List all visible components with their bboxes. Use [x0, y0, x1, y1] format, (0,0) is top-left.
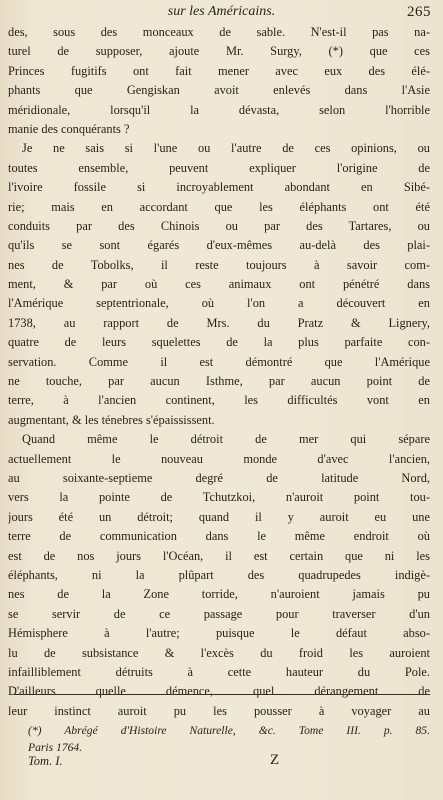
text-line: ment, & par où ces animaux ont pénétré dans [8, 277, 430, 292]
running-head: sur les Américains. [167, 4, 276, 19]
text-line: Je ne sais si l'une ou l'autre de ces opinions, ou [22, 141, 430, 156]
text-line: manie des conquérants ? [8, 121, 130, 136]
text-line: est de nos jours l'Océan, il est certain que ni les [8, 548, 430, 563]
text-line: toutes ensemble, peuvent expliquer l'origine de [8, 160, 430, 175]
text-line: l'Amérique septentrionale, où l'on a découvert en [8, 296, 430, 311]
text-line: nes de la Zone torride, n'auroient jamais pu [8, 587, 430, 602]
text-line: infailliblement détruits à cette hauteur du Pole. [8, 664, 430, 679]
text-line: quatre de leurs squelettes de la plus parfaite con- [8, 335, 430, 350]
page-header [0, 4, 443, 24]
text-line: terre de communication dans le même endroit où [8, 529, 430, 544]
text-line: l'ivoire fossile si incroyablement abondant en Sibé- [8, 180, 430, 195]
footnote-line: Paris 1764. [28, 741, 83, 754]
footnote [28, 722, 430, 756]
signature-row [28, 754, 430, 774]
text-line: Princes fugitifs ont fait mener avec eux des élé- [8, 63, 430, 78]
footnote-divider [14, 694, 430, 695]
signature-letter: Z [270, 752, 280, 768]
body-text [8, 23, 430, 721]
text-line: jours été un détroit; quand il y auroit eu une [8, 509, 430, 524]
text-line: servation. Comme il est démontré que l'Amérique [8, 354, 430, 369]
text-line: méridionale, lorsqu'il la dévasta, selon l'horrible [8, 102, 430, 117]
text-line: Hémisphere à l'autre; puisque le défaut abso- [8, 626, 430, 641]
text-line: lu de subsistance & l'excès du froid les auroient [8, 645, 430, 660]
text-line: des, sous des monceaux de sable. N'est-il pas na- [8, 25, 430, 39]
volume-mark: Tom. I. [28, 754, 63, 768]
text-line: ne touche, par aucun Isthme, par aucun point de [8, 374, 430, 389]
text-line: vers la pointe de Tchutzkoi, n'auroit point tou- [8, 490, 430, 505]
footnote-line: (*) Abrégé d'Histoire Naturelle, &c. Tome III. p. 85. [28, 724, 430, 737]
text-line: actuellement le nouveau monde d'avec l'ancien, [8, 451, 430, 466]
text-line: rie; mais en accordant que les éléphants ont été [8, 199, 430, 214]
text-line: turel de supposer, ajoute Mr. Surgy, (*) que ces [8, 44, 430, 59]
text-line: au soixante-septieme degré de latitude Nord, [8, 470, 430, 485]
text-line: nes de Tobolks, il reste toujours à savoir com- [8, 257, 430, 272]
text-line: leur instinct auroit pu les pousser à voyager au [8, 703, 430, 718]
text-line: se servir de ce passage pour traverser d'un [8, 606, 430, 621]
text-line: D'ailleurs quelle démence, quel dérangement de [8, 684, 430, 699]
text-line: phants que Gengiskan avoit enlevés dans l'Asie [8, 83, 430, 98]
text-line: qu'ils se sont égarés d'eux-mêmes au-delà des plai- [8, 238, 430, 253]
text-line: terre, à l'ancien continent, les difficultés vont en [8, 393, 430, 408]
text-line: 1738, au rapport de Mrs. du Pratz & Lignery, [8, 315, 430, 330]
text-line: augmentant, & les ténebres s'épaississent. [8, 412, 215, 427]
text-line: éléphants, ni la plûpart des quadrupedes indigè- [8, 567, 430, 582]
text-line: Quand même le détroit de mer qui sépare [22, 432, 430, 447]
page-number: 265 [407, 4, 431, 20]
text-line: conduits par des Chinois ou par des Tartares, ou [8, 218, 430, 233]
